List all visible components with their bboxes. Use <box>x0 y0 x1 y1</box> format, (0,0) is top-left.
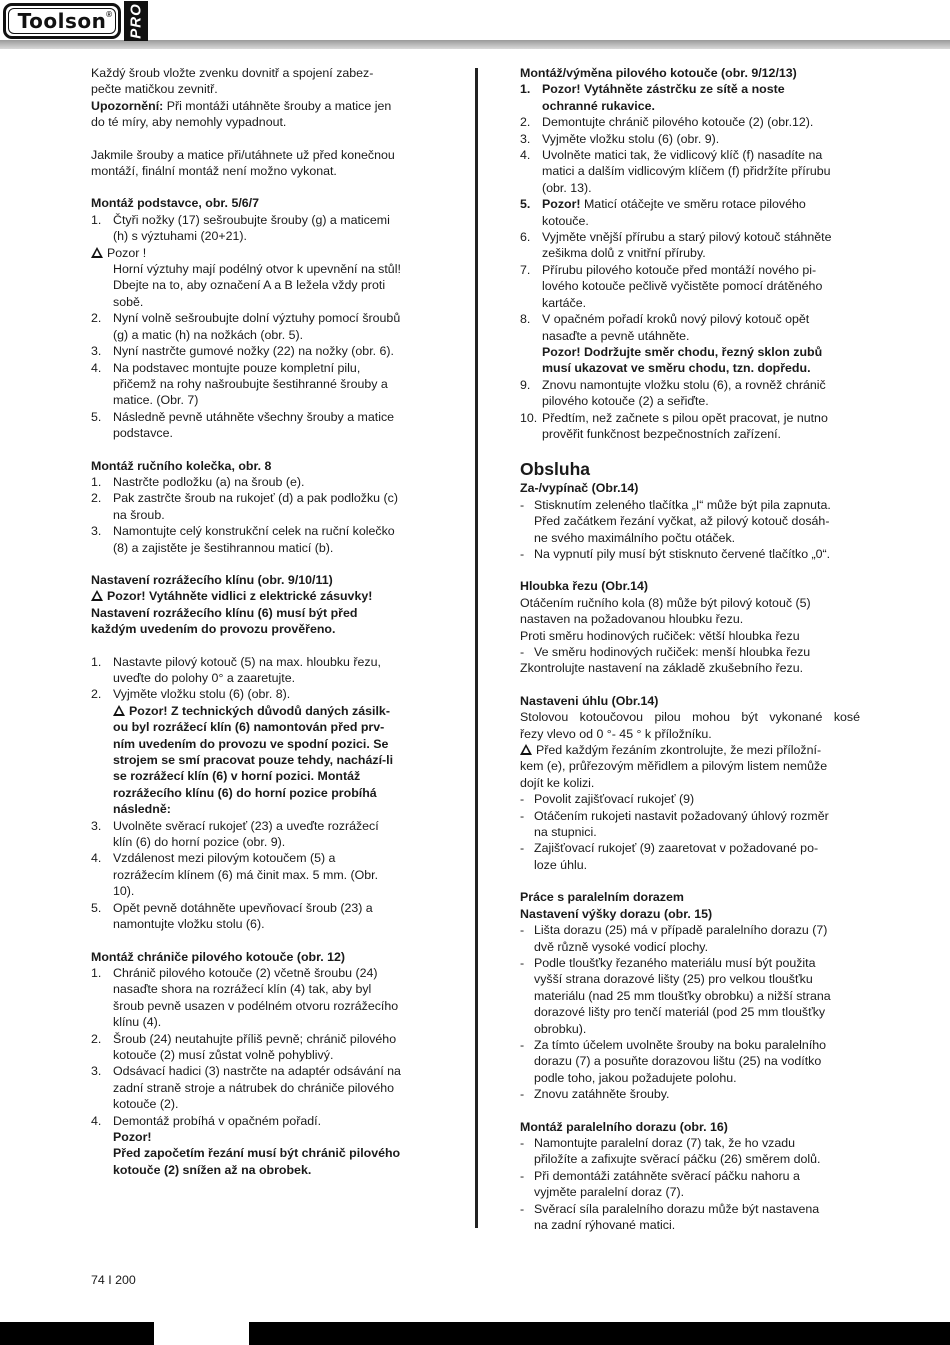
section-heading: Montáž/výměna pilového kotouče (obr. 9/12/13) <box>520 66 797 80</box>
section-heading: Práce s paralelním dorazem <box>520 890 684 905</box>
list-item: 1. Nastavte pilový kotouč (5) na max. hloubku řezu, uveďte do polohy 0° a zaaretujte. <box>91 654 381 685</box>
warning-icon <box>91 247 103 258</box>
list-item: 3. Nyní nastrčte gumové nožky (22) na nožky (obr. 6). <box>91 344 394 359</box>
list-item: 2. Šroub (24) neutahujte příliš pevně; chránič pilového kotouče (2) musí zůstat volně pohyblivý. <box>91 1031 397 1062</box>
body-text: Zkontrolujte nastavení na základě zkušebního řezu. <box>520 661 804 676</box>
attention-line: do té míry, aby nemohly vypadnout. <box>91 115 287 130</box>
body-text: řezy vlevo od 0 °- 45 ° k příložníku. <box>520 726 712 741</box>
bullet-item: - Podle tloušťky řezaného materiálu musí být použita vyšší strana dorazové lišty (25) pro velkou tloušťku materiálu (nad 25 mm tloušťky obrobku) a nižší strana dorazové lišty pro tenčí materiál (pod 25 mm tloušťky obrobku). <box>520 955 831 1036</box>
warning-text: Nastavení rozrážecího klínu (6) musí být před <box>91 605 358 620</box>
body-text: kem (e), průřezovým měřidlem a pilovým listem nemůže <box>520 759 828 774</box>
warning-line: Pozor! Vytáhněte vidlici z elektrické zásuvky! <box>91 588 431 604</box>
section-heading: Za-/vypínač (Obr.14) <box>520 481 639 496</box>
registered-mark: ® <box>106 10 112 19</box>
warning-line: Pozor ! <box>91 245 431 261</box>
bullet-item: - Povolit zajišťovací rukojeť (9) <box>520 792 695 807</box>
section-heading: Montáž paralelního dorazu (obr. 16) <box>520 1119 728 1134</box>
list-item: 1. Chránič pilového kotouče (2) včetně šroubu (24) nasaďte shora na rozrážecí klín (4) tak, aby byl šroub pevně usazen v podélném otvoru rozrážecího klínu (4). <box>91 965 399 1030</box>
intro-line: pečte matičkou zevnitř. <box>91 82 218 97</box>
section-heading: Hloubka řezu (Obr.14) <box>520 579 649 594</box>
list-item: 7. Přírubu pilového kotouče před montáží nového pi- lového kotouče pečlivě vyčistěte pomocí drátěného kartáče. <box>520 262 823 310</box>
section-heading: Montáž chrániče pilového kotouče (obr. 12) <box>91 949 346 964</box>
bullet-item: - Stisknutím zeleného tlačítka „I“ může být pila zapnuta. Před začátkem řezání vyčkat, až pilový kotouč dosáh- ne svého maximálního počtu otáček. <box>520 497 831 545</box>
section-heading: Montáž podstavce, obr. 5/6/7 <box>91 196 260 211</box>
list-item: 3. Vyjměte vložku stolu (6) (obr. 9). <box>520 131 720 146</box>
attention-text: Při montáži utáhněte šrouby a matice jen <box>163 98 392 113</box>
warning-text: kotouče (2) snížen až na obrobek. <box>113 1162 312 1177</box>
bullet-item: - Při demontáži zatáhněte svěrací páčku nahoru a vyjměte paralelní doraz (7). <box>520 1168 800 1200</box>
bullet-item: - Zajišťovací rukojeť (9) zaaretovat v požadované po- loze úhlu. <box>520 841 819 872</box>
section-heading: Nastaveni úhlu (Obr.14) <box>520 693 659 708</box>
list-item: 2. Vyjměte vložku stolu (6) (obr. 8). <box>91 687 291 702</box>
list-item: 5. Opět pevně dotáhněte upevňovací šroub (23) a namontujte vložku stolu (6). <box>91 900 373 932</box>
list-item: 2. Demontujte chránič pilového kotouče (2) (obr.12). <box>520 115 814 130</box>
body-text: Otáčením ručního kola (8) může být pilový kotouč (5) <box>520 595 811 610</box>
pro-badge <box>124 1 148 41</box>
body-text: Stolovou kotoučovou pilou mohou být vykonané kosé <box>520 710 860 725</box>
body-text: dojít ke kolizi. <box>520 775 595 790</box>
list-item: 4. Na podstavec montujte pouze kompletní pilu, přičemž na rohy našroubujte šestihranné šrouby a matice. (Obr. 7) <box>91 360 388 408</box>
right-column <box>520 65 860 1233</box>
chapter-heading: Obsluha <box>520 459 591 480</box>
warning-text: Dbejte na to, aby označení A a B ležela vždy proti <box>113 278 386 293</box>
warning-text: každým uvedením do provozu prověřeno. <box>91 622 336 637</box>
footer-bar-right <box>249 1322 950 1345</box>
list-item: 6. Vyjměte vnější přírubu a starý pilový kotouč stáhněte zešikma dolů z vnitřní příruby. <box>520 230 832 261</box>
list-item: 3. Odsávací hadici (3) nastrčte na adaptér odsávání na zadní straně stroje a nátrubek do chrániče pilového kotouče (2). <box>91 1064 401 1112</box>
list-item: 1. Nastrčte podložku (a) na šroub (e). <box>91 474 305 489</box>
warning-line: Před každým řezáním zkontrolujte, že mezi příložní- <box>520 742 860 758</box>
logo-text: Toolson <box>17 9 107 33</box>
warning-text: Horní výztuhy mají podélný otvor k upevnění na stůl! <box>113 262 401 277</box>
intro-line: Každý šroub vložte zvenku dovnitř a spojení zabez- <box>91 66 374 80</box>
section-heading: Nastavení výšky dorazu (obr. 15) <box>520 906 713 921</box>
bullet-item: - Na vypnutí pily musí být stisknuto červené tlačítko „0“. <box>520 546 831 561</box>
bullet-item: - Lišta dorazu (25) má v případě paralelního dorazu (7) dvě různě vysoké vodicí plochy. <box>520 923 828 954</box>
warning-block: Pozor! Z technických důvodů daných zásilk- ou byl rozrážecí klín (6) namontován před prv- ním uvedením do provozu ve spodní pozici. Se strojem se smí pracovat pouze tehdy, nachází-li se rozrážecí klín (6) v horní pozici. Montáž rozrážecího klínu (6) do horní pozice probíhá následně: <box>113 703 394 817</box>
page-header <box>0 0 950 50</box>
bullet-item: - Znovu zatáhněte šrouby. <box>520 1087 670 1102</box>
warning-icon <box>91 590 103 601</box>
bullet-item: - Svěrací síla paralelního dorazu může být nastavena na zadní rýhované matici. <box>520 1201 820 1232</box>
attention-label: Upozornění: <box>91 98 164 113</box>
pro-label: PRO <box>127 3 145 39</box>
warning-icon <box>113 705 125 716</box>
list-item: 1. Pozor! Vytáhněte zástrčku ze sítě a noste ochranné rukavice. <box>520 82 785 113</box>
attention-line <box>91 98 431 114</box>
list-item: 4. Uvolněte matici tak, že vidlicový klíč (f) nasadíte na matici a dalším vidlicovým klíčem (f) přidržíte přírubu (obr. 13). <box>520 148 831 195</box>
warning-icon <box>520 744 532 755</box>
section-heading: Nastavení rozrážecího klínu (obr. 9/10/11) <box>91 572 333 587</box>
final-note: Jakmile šrouby a matice při/utáhnete už před konečnou <box>91 147 395 162</box>
list-item: 9. Znovu namontujte vložku stolu (6), a rovněž chránič pilového kotouče (2) a seřiďte. <box>520 377 826 409</box>
list-item: 1. Čtyři nožky (17) sešroubujte šrouby (g) a maticemi (h) s výztuhami (20+21). <box>91 212 390 244</box>
section-heading: Montáž ručního kolečka, obr. 8 <box>91 458 272 473</box>
page-number: 74 I 200 <box>91 1273 136 1287</box>
list-item: 4. Vzdálenost mezi pilovým kotoučem (5) a rozrážecím klínem (6) má činit max. 5 mm. (Obr. 10). <box>91 851 379 899</box>
warning-text: Před započetím řezání musí být chránič pilového <box>113 1146 401 1161</box>
body-text: nastaven na požadovanou hloubku řezu. <box>520 612 744 627</box>
footer-bar-left <box>0 1322 154 1345</box>
list-item: 2. Pak zastrčte šroub na rukojeť (d) a pak podložku (c) na šroub. <box>91 491 398 522</box>
final-note: montáží, finální montáž není možno vykonat. <box>91 164 337 179</box>
list-item: 5. Následně pevně utáhněte všechny šrouby a matice podstavce. <box>91 409 395 441</box>
list-item: 5. Pozor! Maticí otáčejte ve směru rotace pilového kotouče. <box>520 197 806 228</box>
bullet-item: - Za tímto účelem uvolněte šrouby na boku paralelního dorazu (7) a posuňte dorazovou lištu (25) na vodítko podle toho, jakou požadujete polohu. <box>520 1037 827 1085</box>
bullet-item: - Otáčením rukojeti nastavit požadovaný úhlový rozměr na stupnici. <box>520 808 829 840</box>
header-bar <box>0 40 950 49</box>
list-item: 8. V opačném pořadí kroků nový pilový kotouč opět nasaďte a pevně utáhněte. Pozor! Dodržujte směr chodu, řezný sklon zubů musí ukazovat ve směru chodu, tzn. dopředu. <box>520 312 823 376</box>
warning-text: sobě. <box>113 294 144 309</box>
body-text: Proti směru hodinových ručiček: větší hloubka řezu <box>520 628 800 643</box>
list-item: 10. Předtím, než začnete s pilou opět pracovat, je nutno prověřit funkčnost bezpečnostních zařízení. <box>520 410 828 441</box>
list-item: 4. Demontáž probíhá v opačném pořadí. <box>91 1113 322 1128</box>
column-divider <box>475 68 478 1228</box>
list-item: 3. Uvolněte svěrací rukojeť (23) a uveďte rozrážecí klín (6) do horní pozice (obr. 9). <box>91 818 379 850</box>
list-item: 3. Namontujte celý konstrukční celek na ruční kolečko (8) a zajistěte je šestihrannou maticí (b). <box>91 524 395 555</box>
toolson-logo <box>3 3 121 39</box>
bullet-item: - Ve směru hodinových ručiček: menší hloubka řezu <box>520 645 811 659</box>
bullet-item: - Namontujte paralelní doraz (7) tak, že ho vzadu přiložíte a zafixujte svěrací páčku (26) směrem dolů. <box>520 1135 821 1167</box>
list-item: 2. Nyní volně sešroubujte dolní výztuhy pomocí šroubů (g) a matic (h) na nožkách (obr. 5). <box>91 311 401 342</box>
warning-text: Pozor! <box>113 1129 152 1144</box>
left-column <box>91 65 431 1178</box>
